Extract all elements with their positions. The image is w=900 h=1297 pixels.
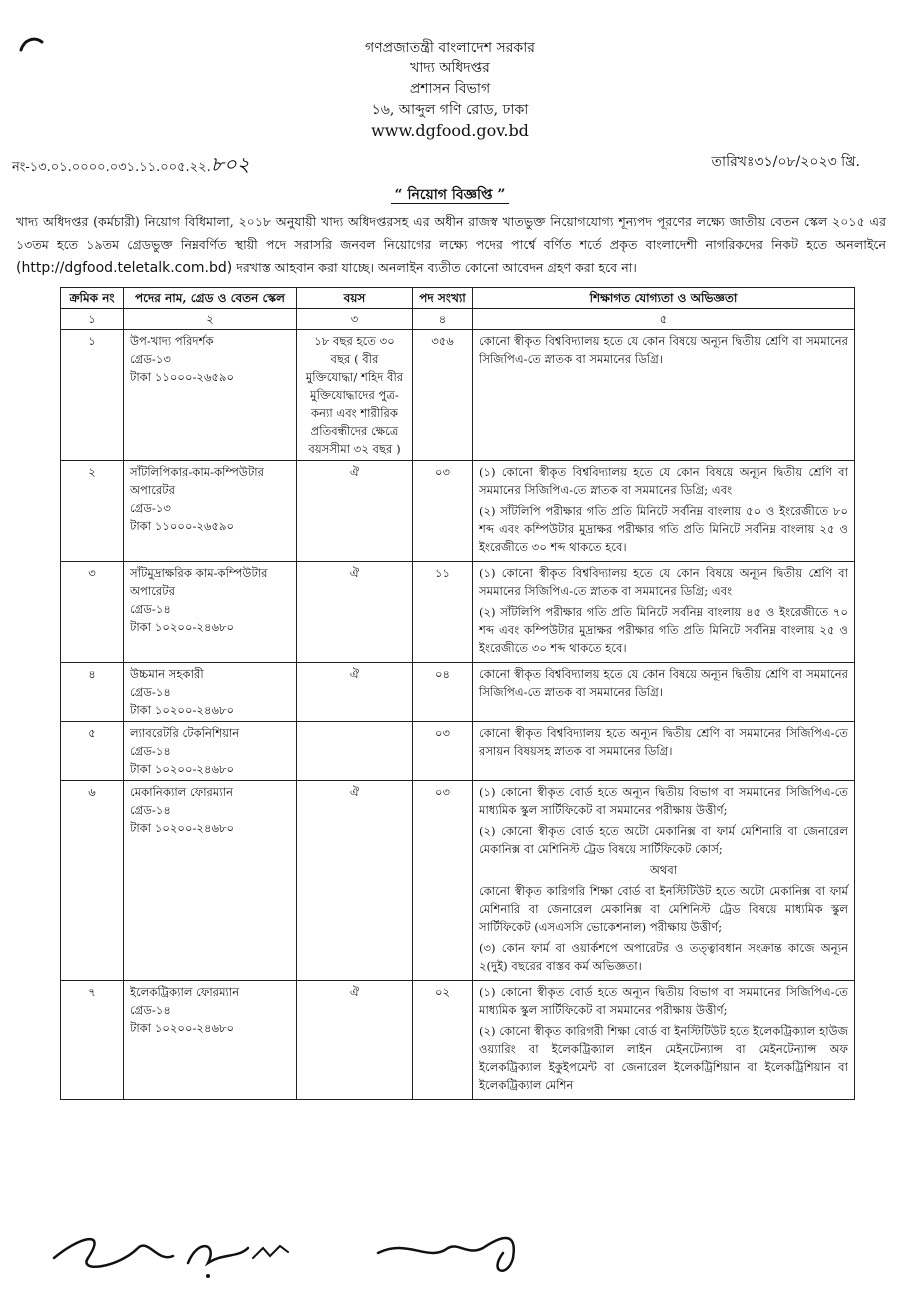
- post-grade: গ্রেড-১৪: [130, 602, 171, 616]
- qualification-text: কোনো স্বীকৃত বিশ্ববিদ্যালয় হতে অন্যূন দ্বিতীয় শ্রেণি বা সমমানের সিজিপিএ-তে রসায়ন বিষয়সহ স্নাতক বা সমমানের ডিগ্রি।: [479, 726, 848, 758]
- reference-line: [12, 150, 250, 183]
- row-serial: ৪: [61, 663, 124, 722]
- post-scale: টাকা ১১০০০-২৬৫৯০: [130, 519, 235, 533]
- row-serial: ১: [61, 330, 124, 461]
- row-count: ০৩: [413, 722, 473, 781]
- post-grade: গ্রেড-১৪: [130, 1003, 171, 1017]
- row-age: ঐ: [297, 981, 413, 1100]
- post-scale: টাকা ১০২০০-২৪৬৮০: [130, 1021, 235, 1035]
- row-age: ঐ: [297, 781, 413, 981]
- row-count: ০৩: [413, 781, 473, 981]
- row-age: ঐ: [297, 562, 413, 663]
- post-grade: গ্রেড-১৩: [130, 352, 171, 366]
- row-post: [124, 461, 297, 562]
- row-serial: ৭: [61, 981, 124, 1100]
- table-row: [61, 562, 855, 663]
- row-qualification: [473, 722, 855, 781]
- vacancy-table: [60, 287, 855, 1100]
- qualification-text: (২) কোনো স্বীকৃত বোর্ড হতে অটো মেকানিক্স বা ফার্ম মেশিনারি বা জেনারেল মেকানিক্স বা মেশিনিস্ট ট্রেড বিষয়ে সার্টিফিকেট কোর্স;: [479, 824, 848, 856]
- reference-handwritten: ৮০২: [210, 152, 250, 176]
- intro-text: খাদ্য অধিদপ্তর (কর্মচারী) নিয়োগ বিধিমালা, ২০১৮ অনুযায়ী খাদ্য অধিদপ্তরসহ এর অধীন রাজস্ব খাতভুক্ত নিয়োগযোগ্য শূন্যপদ পূরণের লক্ষ্যে জাতীয় বেতন স্কেল ২০১৫ এর ১৩তম হতে ১৯তম গ্রেডভুক্ত নিম্নবর্ণিত স্থায়ী পদে সরাসরি জনবল নিয়োগের লক্ষ্যে পদের পার্শ্বে বর্ণিত শর্তে প্রকৃত বাংলাদেশী নাগরিকদের নিকট হতে অনলাইনে: [16, 214, 886, 252]
- header-division: প্রশাসন বিভাগ: [409, 81, 491, 97]
- date-value: ৩১/০৮/২০২৩ খ্রি.: [754, 154, 860, 170]
- row-post: [124, 663, 297, 722]
- signature-2: [188, 1246, 248, 1263]
- row-qualification: [473, 330, 855, 461]
- post-name: উপ-খাদ্য পরিদর্শক: [130, 334, 214, 348]
- qualification-text: (২) কোনো স্বীকৃত কারিগরী শিক্ষা বোর্ড বা ইনস্টিটিউট হতে ইলেকট্রিক্যাল হাউজ ওয়্যারিং বা ইলেকট্রিক্যাল লাইন মেইনটেন্যান্স বা মেইনটেন্যান্স অফ ইলেকট্রিক্যাল ইকুইপমেন্ট বা জেনারেল ইলেকট্রিশিয়ান বা ইলেকট্রিশিয়ান বা ইলেকট্রিক্যাল মেশিন: [479, 1024, 848, 1092]
- col-header-qualification: শিক্ষাগত যোগ্যতা ও অভিজ্ঞতা: [473, 288, 855, 309]
- qualification-text: (৩) কোন ফার্ম বা ওয়ার্কশপে অপারেটর ও তত্ত্বাবধান সংক্রান্ত কাজে অন্যূন ২(দুই) বছরের বাস্তব কর্ম অভিজ্ঞতা।: [479, 941, 848, 973]
- row-count: ০৪: [413, 663, 473, 722]
- table-row: [61, 781, 855, 981]
- post-grade: গ্রেড-১৪: [130, 744, 171, 758]
- row-post: [124, 562, 297, 663]
- table-row: [61, 722, 855, 781]
- qualification-text: কোনো স্বীকৃত বিশ্ববিদ্যালয় হতে যে কোন বিষয়ে অন্যূন দ্বিতীয় শ্রেণি বা সমমানের সিজিপিএ-তে স্নাতক বা সমমানের ডিগ্রি।: [479, 667, 848, 699]
- row-serial: ৫: [61, 722, 124, 781]
- row-count: ৩৫৬: [413, 330, 473, 461]
- table-row: [61, 663, 855, 722]
- post-scale: টাকা ১০২০০-২৪৬৮০: [130, 762, 235, 776]
- post-name: সাঁটমুদ্রাক্ষরিক কাম-কম্পিউটার অপারেটর: [130, 566, 268, 598]
- row-qualification: [473, 981, 855, 1100]
- header-website[interactable]: www.dgfood.gov.bd: [371, 121, 529, 140]
- col-number: ৫: [473, 309, 855, 330]
- col-header-serial: ক্রমিক নং: [61, 288, 124, 309]
- table-row: [61, 461, 855, 562]
- qualification-text: (১) কোনো স্বীকৃত বোর্ড হতে অন্যূন দ্বিতীয় বিভাগ বা সমমানের সিজিপিএ-তে মাধ্যমিক স্কুল সার্টিফিকেট বা সমমানের পরীক্ষায় উত্তীর্ণ;: [479, 785, 848, 817]
- col-header-count: পদ সংখ্যা: [413, 288, 473, 309]
- intro-paragraph: [16, 210, 886, 280]
- header-address: ১৬, আব্দুল গণি রোড, ঢাকা: [371, 102, 529, 118]
- row-qualification: [473, 562, 855, 663]
- post-name: ইলেকট্রিক্যাল ফোরম্যান: [130, 985, 240, 999]
- post-scale: টাকা ১০২০০-২৪৬৮০: [130, 620, 235, 634]
- col-number: ১: [61, 309, 124, 330]
- qualification-text: (১) কোনো স্বীকৃত বিশ্ববিদ্যালয় হতে যে কোন বিষয়ে অন্যূন দ্বিতীয় শ্রেণি বা সমমানের সিজিপিএ-তে স্নাতক বা সমমানের ডিগ্রি; এবং: [479, 465, 848, 497]
- row-serial: ৩: [61, 562, 124, 663]
- row-age: ১৮ বছর হতে ৩০ বছর ( বীর মুক্তিযোদ্ধা/ শহিদ বীর মুক্তিযোদ্ধাদের পুত্র-কন্যা এবং শারীরিক প্রতিবন্ধীদের ক্ষেত্রে বয়সসীমা ৩২ বছর ): [297, 330, 413, 461]
- row-qualification: [473, 461, 855, 562]
- row-age: ঐ: [297, 461, 413, 562]
- header-department: খাদ্য অধিদপ্তর: [410, 60, 490, 76]
- notice-title: “ নিয়োগ বিজ্ঞপ্তি ”: [0, 183, 900, 207]
- table-row: [61, 981, 855, 1100]
- col-header-age: বয়স: [297, 288, 413, 309]
- row-post: [124, 981, 297, 1100]
- row-count: ০৩: [413, 461, 473, 562]
- table-row: [61, 330, 855, 461]
- intro-text-end: দরখাস্ত আহবান করা যাচ্ছে। অনলাইন ব্যতীত কোনো আবেদন গ্রহণ করা হবে না।: [236, 260, 637, 275]
- signature-4: [378, 1238, 514, 1271]
- post-name: মেকানিক্যাল ফোরম্যান: [130, 785, 234, 799]
- post-grade: গ্রেড-১৪: [130, 685, 171, 699]
- qualification-text: কোনো স্বীকৃত কারিগরি শিক্ষা বোর্ড বা ইনস্টিটিউট হতে অটো মেকানিক্স বা ফার্ম মেশিনারি বা জেনারেল মেকানিক্স বা মেশিনিস্ট ট্রেড বিষয়ে মাধ্যমিক স্কুল সার্টিফিকেট (এসএসসি ভোকেশনাল) পরীক্ষায় উত্তীর্ণ;: [479, 884, 848, 934]
- post-name: উচ্চমান সহকারী: [130, 667, 204, 681]
- col-number: ৪: [413, 309, 473, 330]
- post-scale: টাকা ১০২০০-২৪৬৮০: [130, 703, 235, 717]
- row-serial: ৬: [61, 781, 124, 981]
- post-grade: গ্রেড-১৪: [130, 803, 171, 817]
- signature-3: [253, 1246, 288, 1258]
- date-label: তারিখঃ: [711, 154, 755, 170]
- post-name: ল্যাবরেটরি টেকনিশিয়ান: [130, 726, 240, 740]
- row-post: [124, 781, 297, 981]
- row-qualification: [473, 663, 855, 722]
- post-grade: গ্রেড-১৩: [130, 501, 171, 515]
- row-count: ১১: [413, 562, 473, 663]
- row-serial: ২: [61, 461, 124, 562]
- row-age: [297, 722, 413, 781]
- row-age: ঐ: [297, 663, 413, 722]
- row-post: [124, 330, 297, 461]
- col-header-post: পদের নাম, গ্রেড ও বেতন স্কেল: [124, 288, 297, 309]
- col-number: ৩: [297, 309, 413, 330]
- signature-1: [54, 1239, 173, 1267]
- col-number: ২: [124, 309, 297, 330]
- qualification-text: (১) কোনো স্বীকৃত বিশ্ববিদ্যালয় হতে যে কোন বিষয়ে অন্যূন দ্বিতীয় শ্রেণি বা সমমানের সিজিপিএ-তে স্নাতক বা সমমানের ডিগ্রি; এবং: [479, 566, 848, 598]
- date-line: [712, 150, 860, 174]
- post-name: সাঁটলিপিকার-কাম-কম্পিউটার অপারেটর: [130, 465, 265, 497]
- qualification-text: কোনো স্বীকৃত বিশ্ববিদ্যালয় হতে যে কোন বিষয়ে অন্যূন দ্বিতীয় শ্রেণি বা সমমানের সিজিপিএ-তে স্নাতক বা সমমানের ডিগ্রি।: [479, 334, 848, 366]
- reference-number: নং-১৩.০১.০০০০.০৩১.১১.০০৫.২২.: [12, 160, 211, 175]
- application-url[interactable]: (http://dgfood.teletalk.com.bd): [16, 260, 233, 276]
- post-scale: টাকা ১১০০০-২৬৫৯০: [130, 370, 235, 384]
- signatures: [48, 1218, 568, 1288]
- row-qualification: [473, 781, 855, 981]
- post-scale: টাকা ১০২০০-২৪৬৮০: [130, 821, 235, 835]
- row-count: ০২: [413, 981, 473, 1100]
- row-post: [124, 722, 297, 781]
- qualification-text: (১) কোনো স্বীকৃত বোর্ড হতে অন্যূন দ্বিতীয় বিভাগ বা সমমানের সিজিপিএ-তে মাধ্যমিক স্কুল সার্টিফিকেট বা সমমানের পরীক্ষায় উত্তীর্ণ;: [479, 985, 848, 1017]
- qualification-text: (২) সাঁটলিপি পরীক্ষার গতি প্রতি মিনিটে সর্বনিম্ন বাংলায় ৫০ ও ইংরেজীতে ৮০ শব্দ এবং কম্পিউটার মুদ্রাক্ষর পরীক্ষার গতি প্রতি মিনিটে সর্বনিম্ন বাংলায় ২৫ ও ইংরেজীতে ৩০ শব্দ থাকতে হবে।: [479, 504, 848, 554]
- qualification-or: অথবা: [649, 863, 678, 877]
- qualification-text: (২) সাঁটলিপি পরীক্ষার গতি প্রতি মিনিটে সর্বনিম্ন বাংলায় ৪৫ ও ইংরেজীতে ৭০ শব্দ এবং কম্পিউটার মুদ্রাক্ষর পরীক্ষার গতি প্রতি মিনিটে সর্বনিম্ন বাংলায় ২৫ ও ইংরেজীতে ৩০ শব্দ থাকতে হবে।: [479, 605, 848, 655]
- header-govt: গণপ্রজাতন্ত্রী বাংলাদেশ সরকার: [365, 40, 535, 56]
